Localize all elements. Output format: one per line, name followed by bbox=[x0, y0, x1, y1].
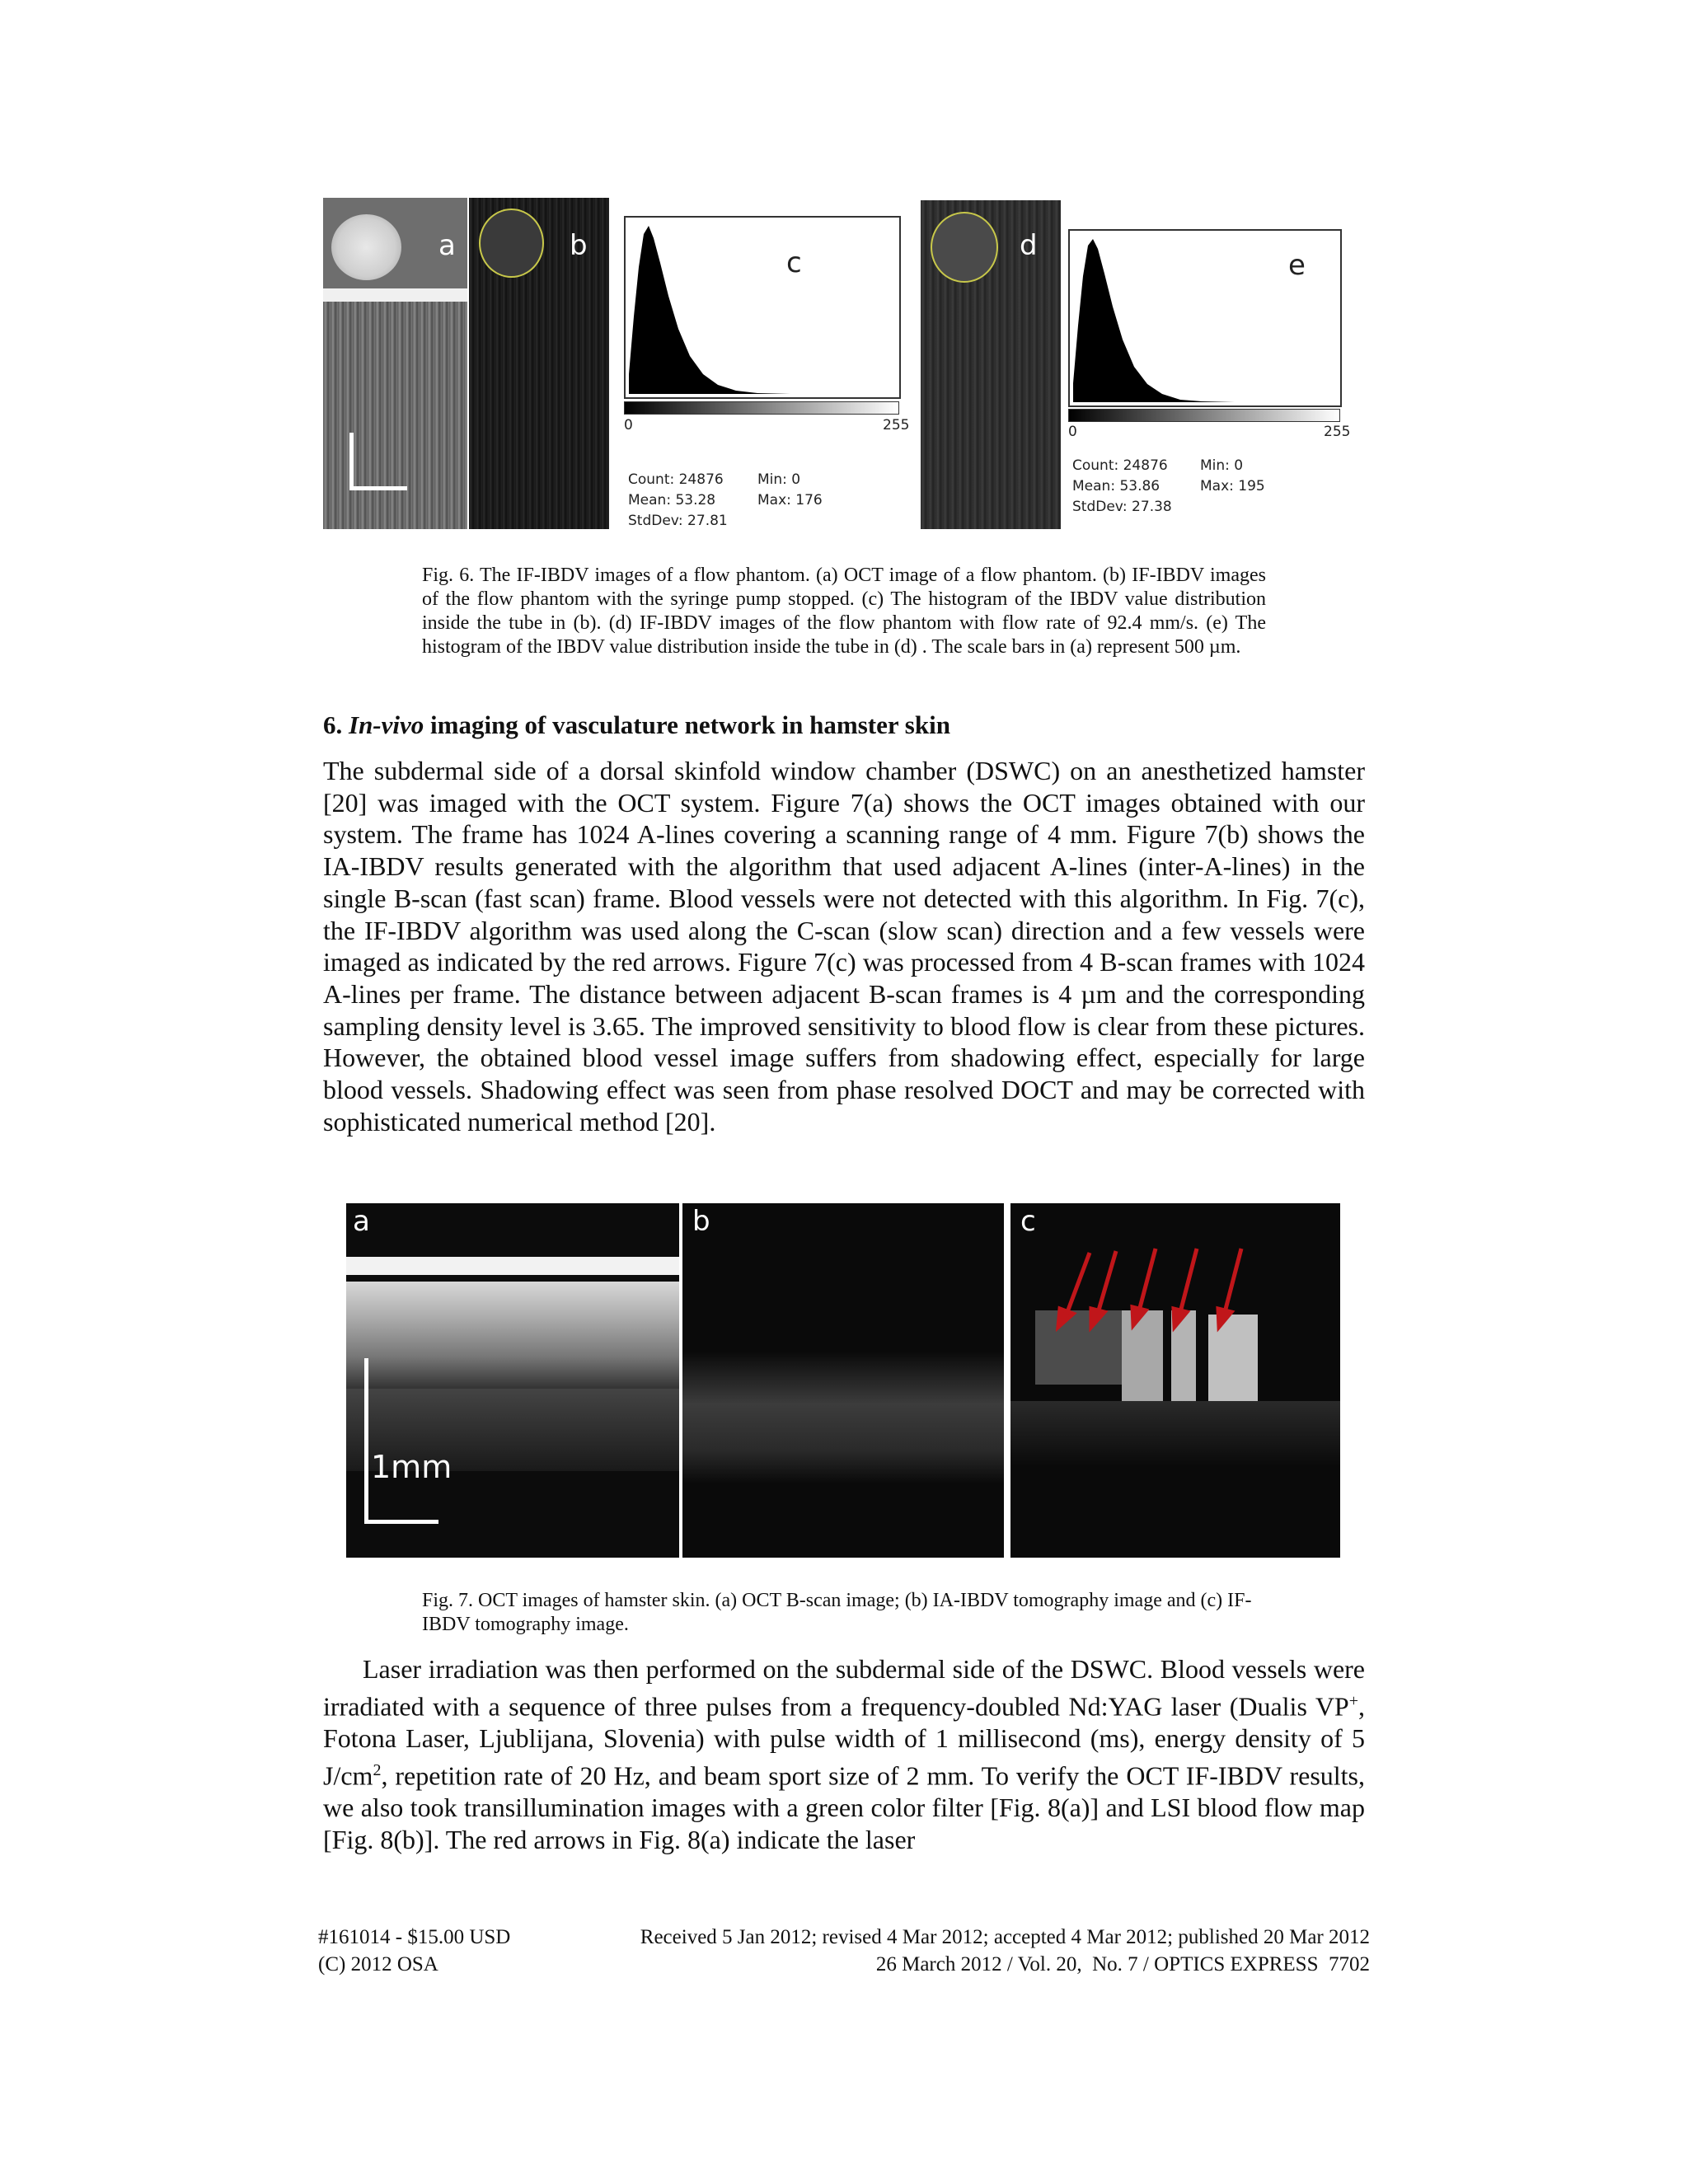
fig6-panel-e bbox=[1068, 229, 1351, 530]
panel-label-a: a bbox=[438, 229, 456, 262]
fig7-panel-c bbox=[1010, 1203, 1340, 1558]
histogram-c-max: Max: 176 bbox=[757, 492, 823, 509]
scale-bar-vertical bbox=[349, 433, 354, 490]
histogram-c-count: Count: 24876 bbox=[628, 471, 724, 488]
roi-circle bbox=[479, 209, 544, 278]
figure-7 bbox=[346, 1203, 1340, 1558]
fig6-panel-a bbox=[323, 198, 467, 529]
histogram-e-axis-max: 255 bbox=[1324, 424, 1351, 440]
histogram-c-svg bbox=[626, 218, 899, 397]
scale-bar-vertical bbox=[364, 1358, 368, 1523]
roi-circle bbox=[931, 212, 998, 283]
panel-label-b: b bbox=[570, 229, 588, 262]
histogram-e-plot bbox=[1068, 229, 1342, 407]
scale-bar-label: 1mm bbox=[371, 1449, 452, 1485]
histogram-c-stats-right bbox=[757, 470, 823, 511]
fig7-panel-label-b: b bbox=[692, 1205, 710, 1238]
panel-label-d: d bbox=[1020, 229, 1038, 262]
figure-7-caption: Fig. 7. OCT images of hamster skin. (a) OCT B-scan image; (b) IA-IBDV tomography image and (c) IF-IBDV tomography image. bbox=[422, 1590, 1252, 1635]
fig6-panel-d bbox=[921, 200, 1061, 529]
histogram-e-count: Count: 24876 bbox=[1072, 457, 1168, 474]
figure-6-caption: Fig. 6. The IF-IBDV images of a flow phantom. (a) OCT image of a flow phantom. (b) IF-IBDV images of the flow phantom with the syringe pump stopped. (c) The histogram of the IBDV value distribution inside the tube in (b). (d) IF-IBDV images of the flow phantom with flow rate of 92.4 mm/s. (e) The histogram of the IBDV value distribution inside the tube in (d) . The scale bars in (a) represent 500 µm. bbox=[422, 565, 1266, 658]
paragraph-2-part-2: , Fotona Laser, Ljublijana, Slovenia) with pulse width of 1 millisecond (ms), energy density of 5 J/cm bbox=[323, 1691, 1365, 1791]
histogram-e-axis-min: 0 bbox=[1068, 424, 1077, 440]
histogram-c-stddev: StdDev: 27.81 bbox=[628, 513, 728, 529]
histogram-c-plot bbox=[624, 216, 901, 399]
histogram-e-min: Min: 0 bbox=[1200, 457, 1244, 474]
histogram-e-bars bbox=[1073, 239, 1235, 402]
panel-label-e: e bbox=[1288, 249, 1306, 282]
section-heading bbox=[323, 710, 950, 740]
histogram-c-gradient bbox=[624, 401, 899, 415]
red-arrows bbox=[1010, 1203, 1340, 1558]
histogram-c-axis-max: 255 bbox=[883, 417, 910, 434]
histogram-e-max: Max: 195 bbox=[1200, 478, 1265, 494]
paragraph-2-sup-2: 2 bbox=[373, 1760, 382, 1779]
histogram-c-axis-min: 0 bbox=[624, 417, 633, 434]
histogram-e-gradient bbox=[1068, 409, 1340, 422]
paragraph-2-part-1: Laser irradiation was then performed on the subdermal side of the DSWC. Blood vessels were irradiated with a sequence of three pulses from a frequency-doubled Nd:YAG laser (Dualis VP bbox=[323, 1654, 1365, 1722]
histogram-e-stddev: StdDev: 27.38 bbox=[1072, 499, 1172, 515]
footer-left bbox=[318, 1924, 510, 1978]
body-paragraph-1: The subdermal side of a dorsal skinfold window chamber (DSWC) on an anesthetized hamster [20] was imaged with the OCT system. Figure 7(a) shows the OCT images obtained with our system. The frame has 1024 A-lines covering a scanning range of 4 mm. Figure 7(b) shows the IA-IBDV results generated with the algorithm that used adjacent A-lines (inter-A-lines) in the single B-scan (fast scan) frame. Blood vessels were not detected with this algorithm. In Fig. 7(c), the IF-IBDV algorithm was used along the C-scan (slow scan) direction and a few vessels were imaged as indicated by the red arrows. Figure 7(c) was processed from 4 B-scan frames with 1024 A-lines per frame. The distance between adjacent B-scan frames is 4 µm and the corresponding sampling density level is 3.65. The improved sensitivity to blood flow is clear from these pictures. However, the obtained blood vessel image suffers from shadowing effect, especially for large blood vessels. Shadowing effect was seen from phase resolved DOCT and may be corrected with sophisticated numerical method [20]. bbox=[323, 756, 1365, 1137]
footer-copyright: (C) 2012 OSA bbox=[318, 1953, 438, 1975]
footer-journal: 26 March 2012 / Vol. 20, No. 7 / OPTICS EXPRESS 7702 bbox=[875, 1953, 1370, 1975]
section-title-rest: imaging of vasculature network in hamster skin bbox=[430, 710, 950, 739]
body-paragraph-2 bbox=[323, 1653, 1365, 1856]
footer-right bbox=[640, 1924, 1370, 1978]
fig6-panel-c bbox=[624, 216, 910, 529]
section-title-italic: In-vivo bbox=[349, 710, 424, 739]
footer-price: #161014 - $15.00 USD bbox=[318, 1926, 511, 1948]
histogram-c-stats-left bbox=[628, 470, 728, 532]
histogram-c-bars bbox=[629, 226, 790, 394]
histogram-c-min: Min: 0 bbox=[757, 471, 801, 488]
fig7-panel-label-c: c bbox=[1020, 1205, 1036, 1238]
fig6-panel-b bbox=[469, 198, 609, 529]
fig7-panel-b bbox=[682, 1203, 1004, 1558]
scale-bar-horizontal bbox=[349, 486, 407, 490]
histogram-e-stats-left bbox=[1072, 456, 1172, 518]
section-number: 6. bbox=[323, 710, 343, 739]
footer-dates: Received 5 Jan 2012; revised 4 Mar 2012; accepted 4 Mar 2012; published 20 Mar 2012 bbox=[640, 1926, 1370, 1948]
paragraph-2-part-3: , repetition rate of 20 Hz, and beam sport size of 2 mm. To verify the OCT IF-IBDV results, we also took transillumination images with a green color filter [Fig. 8(a)] and LSI blood flow map [Fig. 8(b)]. The red arrows in Fig. 8(a) indicate the laser bbox=[323, 1760, 1365, 1854]
histogram-e-mean: Mean: 53.86 bbox=[1072, 478, 1160, 494]
scale-bar-horizontal bbox=[364, 1520, 438, 1524]
paragraph-2-sup-1: + bbox=[1348, 1691, 1358, 1710]
panel-label-c: c bbox=[786, 246, 802, 279]
fig7-panel-a bbox=[346, 1203, 679, 1558]
histogram-e-stats-right bbox=[1200, 456, 1265, 497]
histogram-c-mean: Mean: 53.28 bbox=[628, 492, 716, 509]
fig7-panel-label-a: a bbox=[353, 1205, 370, 1238]
figure-6 bbox=[323, 198, 1368, 532]
tube-cross-section bbox=[331, 214, 401, 280]
